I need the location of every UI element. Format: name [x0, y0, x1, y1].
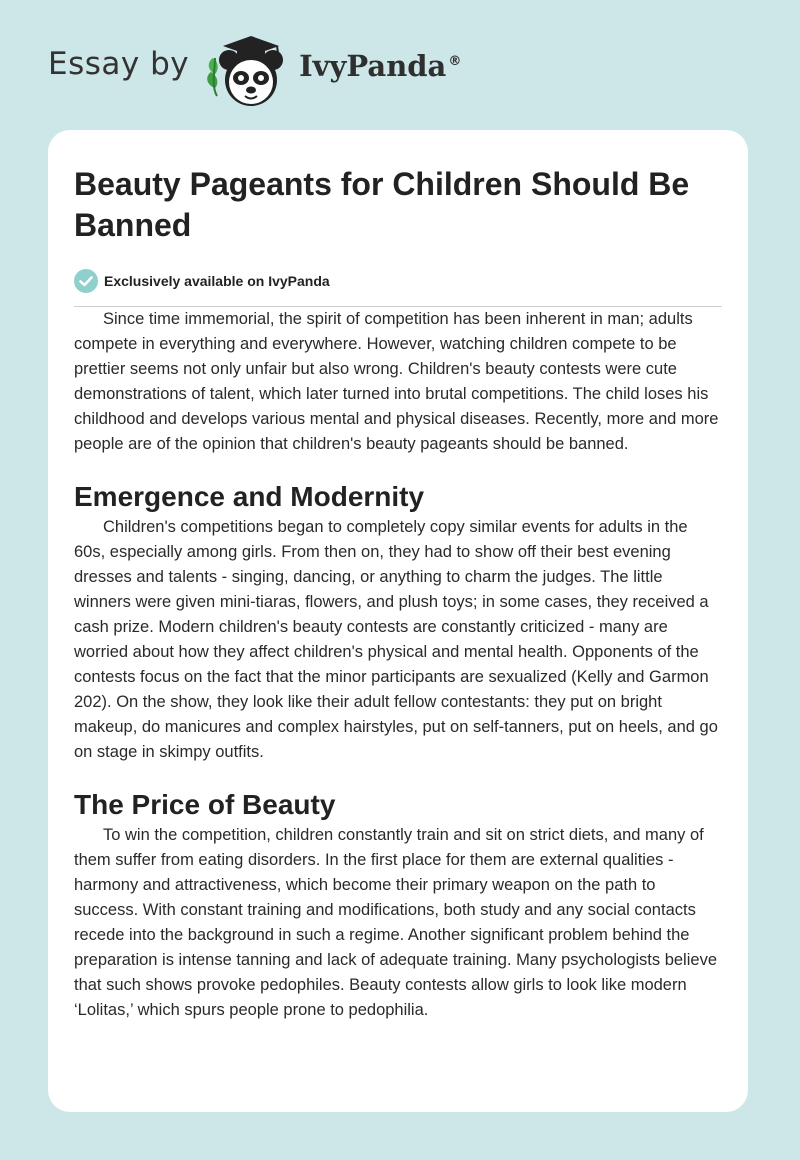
registered-mark: ® [448, 54, 462, 70]
intro-paragraph: Since time immemorial, the spirit of competition has been inherent in man; adults compete in everything and everywhere. However, watching children compete to be prettier seems not only unfair but also wrong. Children's beauty contests were cute demonstrations of talent, which later turned into brutal competitions. The child loses his childhood and develops various mental and physical diseases. Recently, more and more people are of the opinion that children's beauty pageants should be banned. [74, 310, 719, 453]
essay-card [48, 130, 748, 1112]
site-header [48, 30, 461, 110]
section-heading-emergence: Emergence and Modernity [74, 481, 425, 512]
essay-by-label: Essay by [48, 46, 190, 82]
check-circle-icon [74, 269, 98, 293]
essay-title: Beauty Pageants for Children Should Be Banned [74, 166, 690, 243]
panda-logo-icon[interactable] [203, 30, 295, 110]
section-paragraph-price: To win the competition, children constantly train and sit on strict diets, and many of them suffer from eating disorders. In the first place for them are external qualities - harmony and attractiveness, which become their primary weapon on the path to success. With constant training and modifications, both study and any social contacts recede into the background in such a regime. Another significant problem behind the preparation is intense tanning and lack of adequate training. Many psychologists believe that such shows provoke pedophiles. Beauty contests allow girls to look like modern ‘Lolitas,’ which spurs people prone to pedophilia. [74, 826, 717, 1019]
section-heading-price: The Price of Beauty [74, 789, 336, 820]
ivypanda-wordmark[interactable]: IvyPanda ® [299, 49, 462, 83]
badge-label: Exclusively available on IvyPanda [104, 273, 330, 289]
exclusive-badge [74, 268, 722, 294]
section-paragraph-emergence: Children's competitions began to completely copy similar events for adults in the 60s, especially among girls. From then on, they had to show off their best evening dresses and talents - singing, dancing, or anything to charm the judges. The little winners were given mini-tiaras, flowers, and plush toys; in some cases, they received a cash prize. Modern children's beauty contests are constantly criticized - many are worried about how they affect children's physical and mental health. Opponents of the contests focus on the fact that the minor participants are sexualized (Kelly and Garmon 202). On the show, they look like their adult fellow contestants: they put on bright makeup, do manicures and complex hairstyles, put on self-tanners, put on heels, and go on stage in skimpy outfits. [74, 518, 718, 761]
